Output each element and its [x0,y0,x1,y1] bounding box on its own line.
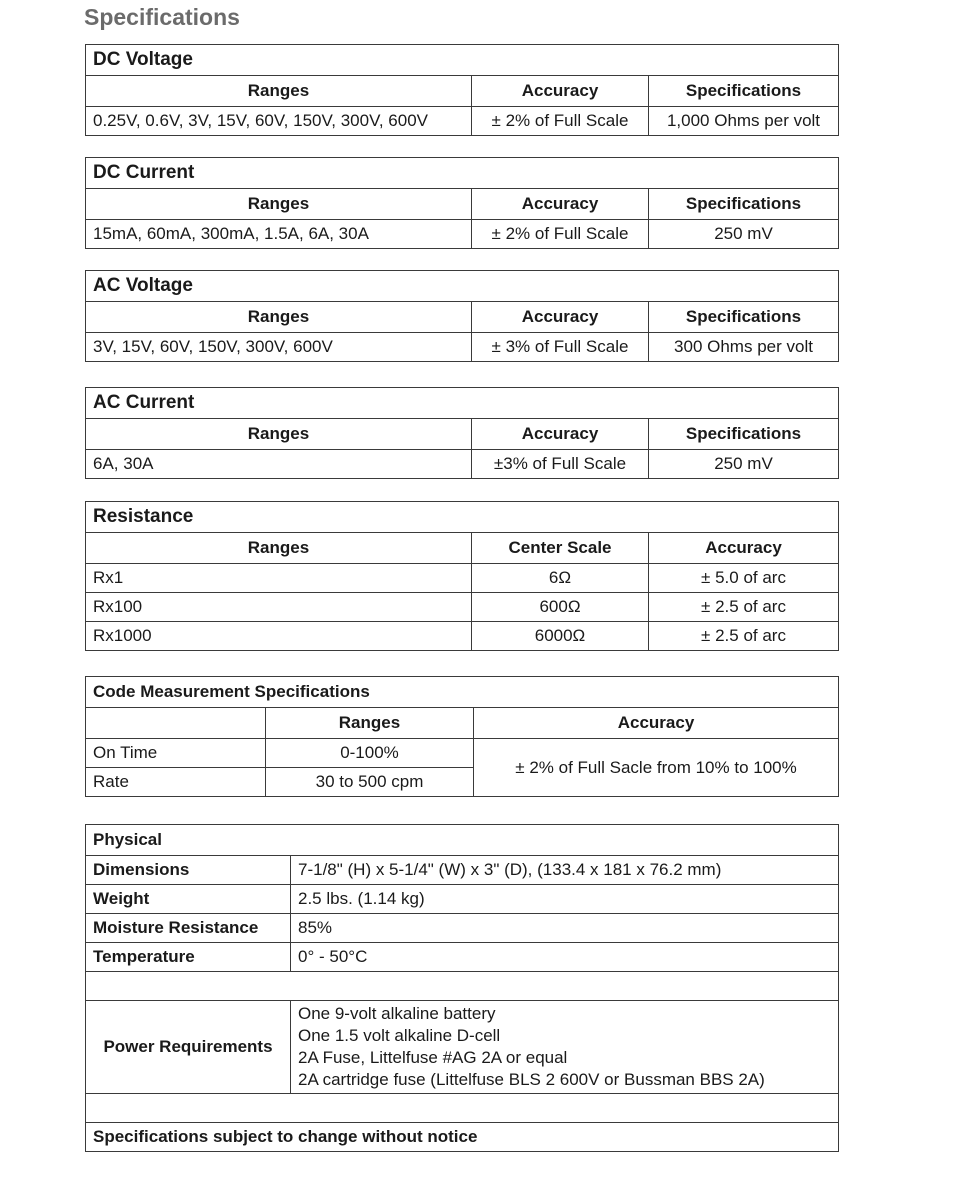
range-cell: 15mA, 60mA, 300mA, 1.5A, 6A, 30A [86,220,472,249]
column-header: Ranges [86,302,472,333]
footer-row [86,1123,839,1152]
property-label: Dimensions [86,856,291,885]
accuracy-cell: ± 3% of Full Scale [472,333,649,362]
dc-current-table [85,157,839,249]
range-cell: Rx100 [86,593,472,622]
column-header: Accuracy [472,302,649,333]
table-row [86,450,839,479]
resistance-table [85,501,839,651]
page-title: Specifications [84,4,240,30]
dc-voltage-title: DC Voltage [86,45,839,76]
table-row [86,885,839,914]
power-requirements-label: Power Requirements [86,1001,291,1094]
range-cell: 0.25V, 0.6V, 3V, 15V, 60V, 150V, 300V, 600V [86,107,472,136]
range-cell: 6A, 30A [86,450,472,479]
table-row [86,107,839,136]
property-value: 0° - 50°C [291,943,839,972]
table-row [86,943,839,972]
column-header: Accuracy [472,419,649,450]
range-cell: 3V, 15V, 60V, 150V, 300V, 600V [86,333,472,362]
center-scale-cell: 6Ω [472,564,649,593]
ac-current-title: AC Current [86,388,839,419]
ac-voltage-title: AC Voltage [86,271,839,302]
code-measurement-title: Code Measurement Specifications [86,677,839,708]
column-header: Ranges [86,419,472,450]
specification-cell: 250 mV [649,220,839,249]
accuracy-cell: ± 2.5 of arc [649,622,839,651]
table-row [86,856,839,885]
column-header-blank [86,708,266,739]
column-header: Accuracy [474,708,839,739]
property-value: 85% [291,914,839,943]
property-label: Moisture Resistance [86,914,291,943]
column-header: Specifications [649,189,839,220]
property-value: 7-1/8" (H) x 5-1/4" (W) x 3" (D), (133.4 x 181 x 76.2 mm) [291,856,839,885]
column-header: Accuracy [649,533,839,564]
measurement-label: Rate [86,768,266,797]
physical-title: Physical [86,825,839,856]
resistance-title: Resistance [86,502,839,533]
table-row [86,593,839,622]
blank-row [86,972,839,1001]
column-header: Ranges [86,533,472,564]
footer-note: Specifications subject to change without notice [86,1123,839,1152]
table-row [86,914,839,943]
power-line: One 9-volt alkaline battery [298,1004,496,1023]
blank-cell [86,1094,839,1123]
power-line: 2A cartridge fuse (Littelfuse BLS 2 600V or Bussman BBS 2A) [298,1070,765,1089]
specification-cell: 300 Ohms per volt [649,333,839,362]
table-row [86,739,839,768]
range-cell: Rx1000 [86,622,472,651]
range-cell: 0-100% [266,739,474,768]
property-label: Temperature [86,943,291,972]
accuracy-cell: ± 5.0 of arc [649,564,839,593]
column-header: Ranges [266,708,474,739]
accuracy-cell: ± 2.5 of arc [649,593,839,622]
dc-voltage-table [85,44,839,136]
accuracy-cell: ± 2% of Full Sacle from 10% to 100% [474,739,839,797]
table-row [86,333,839,362]
column-header: Specifications [649,76,839,107]
power-line: 2A Fuse, Littelfuse #AG 2A or equal [298,1048,568,1067]
code-measurement-table [85,676,839,797]
property-label: Weight [86,885,291,914]
blank-cell [86,972,839,1001]
specification-cell: 250 mV [649,450,839,479]
dc-current-title: DC Current [86,158,839,189]
center-scale-cell: 6000Ω [472,622,649,651]
column-header: Specifications [649,302,839,333]
column-header: Accuracy [472,76,649,107]
property-value: 2.5 lbs. (1.14 kg) [291,885,839,914]
column-header: Accuracy [472,189,649,220]
ac-voltage-table [85,270,839,362]
measurement-label: On Time [86,739,266,768]
power-requirements-value [291,1001,839,1094]
center-scale-cell: 600Ω [472,593,649,622]
ac-current-table [85,387,839,479]
power-line: One 1.5 volt alkaline D-cell [298,1026,501,1045]
table-row [86,564,839,593]
table-row [86,622,839,651]
column-header: Center Scale [472,533,649,564]
blank-row [86,1094,839,1123]
column-header: Ranges [86,189,472,220]
accuracy-cell: ± 2% of Full Scale [472,107,649,136]
range-cell: Rx1 [86,564,472,593]
table-row [86,220,839,249]
accuracy-cell: ±3% of Full Scale [472,450,649,479]
physical-table [85,824,839,1152]
accuracy-cell: ± 2% of Full Scale [472,220,649,249]
column-header: Ranges [86,76,472,107]
range-cell: 30 to 500 cpm [266,768,474,797]
table-row [86,1001,839,1094]
column-header: Specifications [649,419,839,450]
specification-cell: 1,000 Ohms per volt [649,107,839,136]
